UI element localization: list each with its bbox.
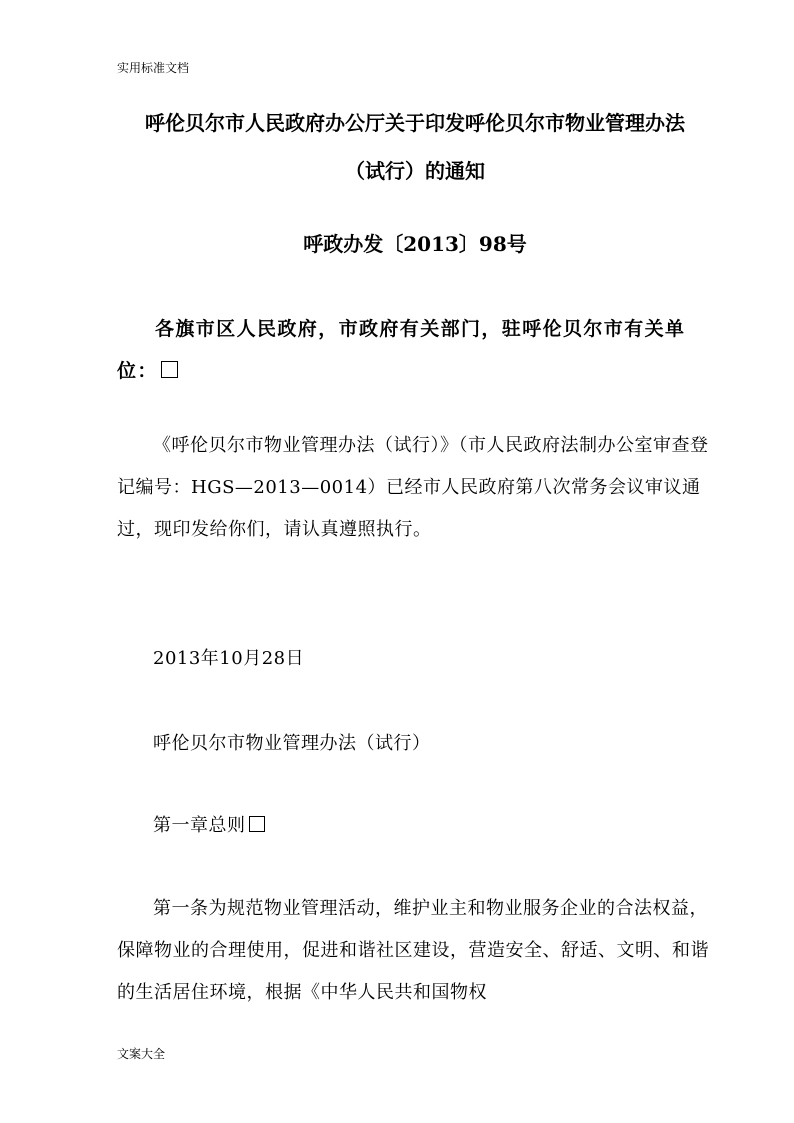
notice-paragraph — [117, 425, 717, 551]
document-title — [105, 99, 725, 195]
placeholder-box-icon — [161, 361, 178, 378]
chapter-heading — [117, 805, 717, 847]
issue-date-text: 2013年10月28日 — [153, 648, 305, 669]
notice-paragraph-text: 《呼伦贝尔市物业管理办法（试行）》（市人民政府法制办公室审查登记编号：HGS—2013—0014）已经市人民政府第八次常务会议审议通过，现印发给你们，请认真遵照执行。 — [117, 435, 709, 540]
addressee-text: 各旗市区人民政府，市政府有关部门，驻呼伦贝尔市有关单位： — [117, 318, 686, 382]
article-paragraph-text: 第一条为规范物业管理活动，维护业主和物业服务企业的合法权益，保障物业的合理使用，促进和谐社区建设，营造安全、舒适、文明、和谐的生活居住环境，根据《中华人民共和国物权 — [117, 898, 709, 1003]
document-number: 呼政办发〔2013〕98号 — [303, 232, 527, 256]
document-title-line-1: 呼伦贝尔市人民政府办公厅关于印发呼伦贝尔市物业管理办法 — [145, 111, 685, 135]
issue-date — [117, 638, 717, 680]
page-footer-note: 文案大全 — [117, 1047, 166, 1061]
article-paragraph — [117, 888, 717, 1014]
chapter-heading-text: 第一章总则 — [153, 815, 246, 836]
regulation-title — [117, 723, 717, 765]
addressee-paragraph — [117, 308, 717, 392]
placeholder-box-icon — [249, 816, 265, 832]
regulation-title-text: 呼伦贝尔市物业管理办法（试行） — [153, 733, 431, 754]
page-header-note: 实用标准文档 — [117, 61, 190, 75]
document-title-line-2: （试行）的通知 — [345, 159, 485, 183]
